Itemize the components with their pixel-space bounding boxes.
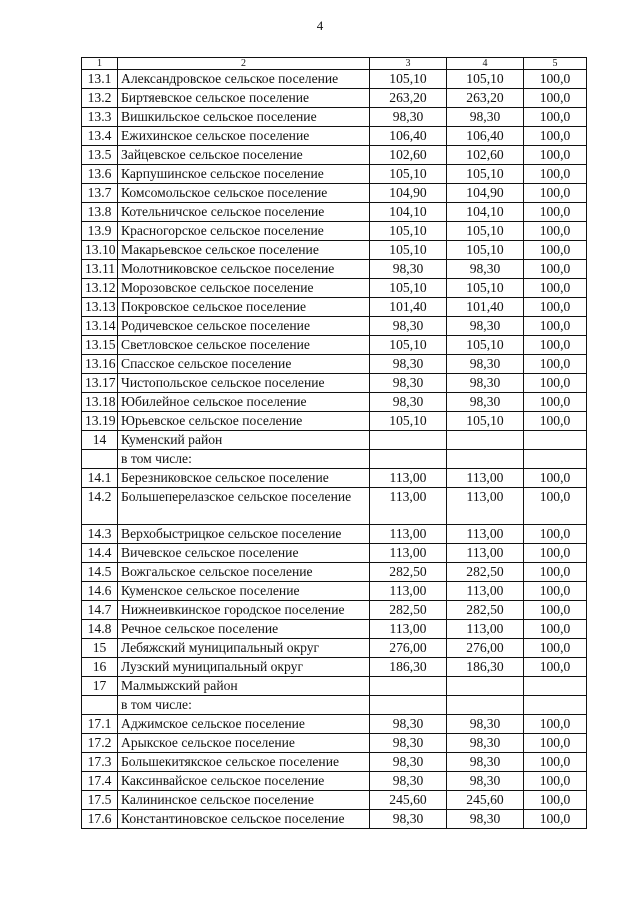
row-value-col5: 100,0: [524, 601, 587, 620]
table-row: [82, 469, 587, 488]
row-name: Зайцевское сельское поселение: [118, 146, 370, 165]
row-value-col3: 276,00: [370, 639, 447, 658]
column-header: 5: [524, 58, 587, 70]
row-name: Речное сельское поселение: [118, 620, 370, 639]
row-name: Лузский муниципальный округ: [118, 658, 370, 677]
row-name: Лебяжский муниципальный округ: [118, 639, 370, 658]
row-value-col3: 105,10: [370, 412, 447, 431]
row-number: 17: [82, 677, 118, 696]
row-value-col5: 100,0: [524, 184, 587, 203]
row-name: Юбилейное сельское поселение: [118, 393, 370, 412]
row-number: 13.1: [82, 70, 118, 89]
row-name: Чистопольское сельское поселение: [118, 374, 370, 393]
row-value-col4: 113,00: [447, 469, 524, 488]
column-number-row: [82, 58, 587, 70]
row-value-col3: 113,00: [370, 469, 447, 488]
table-row: [82, 658, 587, 677]
row-value-col3: 98,30: [370, 772, 447, 791]
row-value-col3: 105,10: [370, 336, 447, 355]
table-row: [82, 450, 587, 469]
row-name: Спасское сельское поселение: [118, 355, 370, 374]
row-value-col5: 100,0: [524, 810, 587, 829]
row-number: 13.12: [82, 279, 118, 298]
row-name: Аджимское сельское поселение: [118, 715, 370, 734]
row-value-col3: 102,60: [370, 146, 447, 165]
row-value-col5: 100,0: [524, 412, 587, 431]
row-value-col5: 100,0: [524, 544, 587, 563]
row-number: 13.15: [82, 336, 118, 355]
row-value-col5: 100,0: [524, 241, 587, 260]
row-value-col4: 98,30: [447, 108, 524, 127]
table-row: [82, 810, 587, 829]
row-value-col5: [524, 450, 587, 469]
row-value-col4: 105,10: [447, 165, 524, 184]
row-name: Арыкское сельское поселение: [118, 734, 370, 753]
row-value-col3: 104,10: [370, 203, 447, 222]
row-number: 14.4: [82, 544, 118, 563]
row-value-col4: [447, 450, 524, 469]
row-name: Биртяевское сельское поселение: [118, 89, 370, 108]
table-row: [82, 601, 587, 620]
row-value-col3: 106,40: [370, 127, 447, 146]
row-value-col5: 100,0: [524, 469, 587, 488]
row-value-col5: 100,0: [524, 715, 587, 734]
row-value-col3: 105,10: [370, 70, 447, 89]
row-name: Покровское сельское поселение: [118, 298, 370, 317]
table-row: [82, 165, 587, 184]
table-row: [82, 753, 587, 772]
row-value-col3: 282,50: [370, 563, 447, 582]
row-value-col5: 100,0: [524, 355, 587, 374]
row-name: Куменский район: [118, 431, 370, 450]
row-number: 13.13: [82, 298, 118, 317]
row-value-col4: 98,30: [447, 374, 524, 393]
row-name: Константиновское сельское поселение: [118, 810, 370, 829]
row-value-col5: 100,0: [524, 89, 587, 108]
row-value-col4: 98,30: [447, 393, 524, 412]
row-value-col3: [370, 696, 447, 715]
row-value-col4: 104,90: [447, 184, 524, 203]
row-value-col3: 113,00: [370, 488, 447, 525]
row-value-col4: 104,10: [447, 203, 524, 222]
row-value-col3: [370, 450, 447, 469]
row-value-col5: 100,0: [524, 374, 587, 393]
row-value-col3: 98,30: [370, 715, 447, 734]
row-number: 13.18: [82, 393, 118, 412]
row-value-col3: 98,30: [370, 260, 447, 279]
row-value-col5: 100,0: [524, 639, 587, 658]
row-value-col3: 101,40: [370, 298, 447, 317]
row-value-col3: 98,30: [370, 317, 447, 336]
row-number: 16: [82, 658, 118, 677]
row-number: 17.2: [82, 734, 118, 753]
row-value-col4: 98,30: [447, 317, 524, 336]
table-row: [82, 241, 587, 260]
table-row: [82, 772, 587, 791]
row-number: 13.17: [82, 374, 118, 393]
row-value-col5: 100,0: [524, 70, 587, 89]
row-value-col4: 113,00: [447, 620, 524, 639]
row-value-col3: 245,60: [370, 791, 447, 810]
table-row: [82, 639, 587, 658]
column-header: 1: [82, 58, 118, 70]
table-row: [82, 715, 587, 734]
row-number: 15: [82, 639, 118, 658]
row-value-col4: 105,10: [447, 279, 524, 298]
row-number: 14.8: [82, 620, 118, 639]
row-value-col3: [370, 677, 447, 696]
row-value-col5: 100,0: [524, 203, 587, 222]
row-value-col4: 282,50: [447, 601, 524, 620]
row-value-col4: 113,00: [447, 488, 524, 525]
table-row: [82, 412, 587, 431]
row-number: 13.10: [82, 241, 118, 260]
row-number: 14: [82, 431, 118, 450]
row-value-col5: 100,0: [524, 393, 587, 412]
row-value-col4: 98,30: [447, 260, 524, 279]
row-name: Александровское сельское поселение: [118, 70, 370, 89]
row-value-col5: 100,0: [524, 146, 587, 165]
row-value-col3: 105,10: [370, 222, 447, 241]
row-number: 14.3: [82, 525, 118, 544]
table-row: [82, 488, 587, 525]
row-value-col4: [447, 431, 524, 450]
row-number: 13.4: [82, 127, 118, 146]
table-row: [82, 279, 587, 298]
row-name: Березниковское сельское поселение: [118, 469, 370, 488]
row-number: [82, 450, 118, 469]
table-row: [82, 336, 587, 355]
row-name: Вичевское сельское поселение: [118, 544, 370, 563]
row-number: 14.7: [82, 601, 118, 620]
row-value-col4: 113,00: [447, 525, 524, 544]
row-value-col3: 113,00: [370, 544, 447, 563]
row-number: 17.1: [82, 715, 118, 734]
row-value-col5: 100,0: [524, 165, 587, 184]
row-value-col5: 100,0: [524, 260, 587, 279]
row-name: Комсомольское сельское поселение: [118, 184, 370, 203]
row-value-col5: 100,0: [524, 336, 587, 355]
row-name: Красногорское сельское поселение: [118, 222, 370, 241]
column-header: 2: [118, 58, 370, 70]
row-name: Каксинвайское сельское поселение: [118, 772, 370, 791]
row-value-col5: 100,0: [524, 525, 587, 544]
row-number: 14.1: [82, 469, 118, 488]
table-row: [82, 582, 587, 601]
row-number: 17.5: [82, 791, 118, 810]
row-value-col4: 105,10: [447, 222, 524, 241]
row-name: Большеперелазское сельское поселение: [118, 488, 370, 525]
row-value-col5: 100,0: [524, 772, 587, 791]
row-value-col3: 113,00: [370, 620, 447, 639]
row-value-col4: [447, 696, 524, 715]
row-value-col3: 98,30: [370, 753, 447, 772]
row-value-col5: 100,0: [524, 563, 587, 582]
row-name: Карпушинское сельское поселение: [118, 165, 370, 184]
table-row: [82, 544, 587, 563]
row-value-col4: 113,00: [447, 544, 524, 563]
row-number: 14.2: [82, 488, 118, 525]
table-row: [82, 146, 587, 165]
table-row: [82, 355, 587, 374]
row-value-col4: 106,40: [447, 127, 524, 146]
row-value-col3: [370, 431, 447, 450]
row-value-col5: 100,0: [524, 222, 587, 241]
table-row: [82, 108, 587, 127]
row-value-col3: 98,30: [370, 108, 447, 127]
table-body: [82, 70, 587, 829]
row-value-col4: 113,00: [447, 582, 524, 601]
row-name: Макарьевское сельское поселение: [118, 241, 370, 260]
table-row: [82, 525, 587, 544]
row-number: 13.7: [82, 184, 118, 203]
row-value-col5: [524, 677, 587, 696]
row-value-col5: 100,0: [524, 658, 587, 677]
row-number: 13.2: [82, 89, 118, 108]
row-value-col4: 105,10: [447, 412, 524, 431]
row-value-col3: 105,10: [370, 165, 447, 184]
row-value-col4: 282,50: [447, 563, 524, 582]
row-name: Калининское сельское поселение: [118, 791, 370, 810]
table-row: [82, 184, 587, 203]
row-value-col4: [447, 677, 524, 696]
row-value-col4: 186,30: [447, 658, 524, 677]
row-value-col3: 104,90: [370, 184, 447, 203]
row-number: 13.19: [82, 412, 118, 431]
row-number: 13.16: [82, 355, 118, 374]
row-value-col5: 100,0: [524, 791, 587, 810]
table-row: [82, 431, 587, 450]
row-number: 17.3: [82, 753, 118, 772]
row-value-col4: 105,10: [447, 336, 524, 355]
table-row: [82, 298, 587, 317]
row-value-col4: 101,40: [447, 298, 524, 317]
row-name: Светловское сельское поселение: [118, 336, 370, 355]
row-value-col4: 102,60: [447, 146, 524, 165]
row-name: в том числе:: [118, 450, 370, 469]
row-value-col5: 100,0: [524, 317, 587, 336]
row-value-col3: 98,30: [370, 810, 447, 829]
table-row: [82, 374, 587, 393]
table-row: [82, 696, 587, 715]
row-value-col4: 276,00: [447, 639, 524, 658]
page-number: 4: [316, 18, 324, 33]
table-row: [82, 317, 587, 336]
row-value-col5: 100,0: [524, 620, 587, 639]
row-value-col4: 105,10: [447, 70, 524, 89]
row-number: 14.6: [82, 582, 118, 601]
column-header: 4: [447, 58, 524, 70]
row-name: Куменское сельское поселение: [118, 582, 370, 601]
row-value-col4: 98,30: [447, 810, 524, 829]
row-name: Вожгальское сельское поселение: [118, 563, 370, 582]
column-header: 3: [370, 58, 447, 70]
table-row: [82, 260, 587, 279]
row-value-col5: 100,0: [524, 753, 587, 772]
row-value-col5: 100,0: [524, 488, 587, 525]
row-number: 13.11: [82, 260, 118, 279]
row-value-col4: 98,30: [447, 715, 524, 734]
row-number: 14.5: [82, 563, 118, 582]
row-number: 13.6: [82, 165, 118, 184]
row-value-col5: 100,0: [524, 127, 587, 146]
row-name: Ежихинское сельское поселение: [118, 127, 370, 146]
row-value-col4: 98,30: [447, 772, 524, 791]
row-value-col3: 98,30: [370, 734, 447, 753]
table-row: [82, 222, 587, 241]
row-name: в том числе:: [118, 696, 370, 715]
row-value-col3: 263,20: [370, 89, 447, 108]
row-number: 13.3: [82, 108, 118, 127]
row-value-col3: 113,00: [370, 525, 447, 544]
row-number: 17.4: [82, 772, 118, 791]
row-value-col4: 98,30: [447, 355, 524, 374]
row-value-col5: [524, 696, 587, 715]
row-value-col4: 263,20: [447, 89, 524, 108]
row-value-col5: 100,0: [524, 298, 587, 317]
row-name: Большекитякское сельское поселение: [118, 753, 370, 772]
table-row: [82, 89, 587, 108]
row-number: 13.9: [82, 222, 118, 241]
row-value-col5: 100,0: [524, 108, 587, 127]
row-number: 13.8: [82, 203, 118, 222]
table-row: [82, 393, 587, 412]
row-value-col3: 98,30: [370, 374, 447, 393]
row-name: Котельничское сельское поселение: [118, 203, 370, 222]
row-value-col5: 100,0: [524, 582, 587, 601]
row-value-col4: 98,30: [447, 753, 524, 772]
table-row: [82, 203, 587, 222]
row-value-col3: 186,30: [370, 658, 447, 677]
table-row: [82, 563, 587, 582]
row-name: Родичевское сельское поселение: [118, 317, 370, 336]
row-value-col5: 100,0: [524, 279, 587, 298]
row-number: [82, 696, 118, 715]
table-row: [82, 791, 587, 810]
row-value-col3: 98,30: [370, 355, 447, 374]
row-value-col3: 105,10: [370, 241, 447, 260]
table-row: [82, 734, 587, 753]
row-value-col3: 105,10: [370, 279, 447, 298]
budget-table: [81, 57, 587, 829]
row-name: Нижнеивкинское городское поселение: [118, 601, 370, 620]
row-name: Молотниковское сельское поселение: [118, 260, 370, 279]
row-number: 13.5: [82, 146, 118, 165]
table-row: [82, 70, 587, 89]
row-value-col3: 282,50: [370, 601, 447, 620]
row-name: Верхобыстрицкое сельское поселение: [118, 525, 370, 544]
row-value-col4: 105,10: [447, 241, 524, 260]
row-name: Малмыжский район: [118, 677, 370, 696]
row-number: 13.14: [82, 317, 118, 336]
table-row: [82, 677, 587, 696]
row-value-col4: 98,30: [447, 734, 524, 753]
row-value-col3: 98,30: [370, 393, 447, 412]
row-value-col4: 245,60: [447, 791, 524, 810]
table-row: [82, 127, 587, 146]
row-name: Вишкильское сельское поселение: [118, 108, 370, 127]
row-name: Юрьевское сельское поселение: [118, 412, 370, 431]
row-value-col5: 100,0: [524, 734, 587, 753]
row-name: Морозовское сельское поселение: [118, 279, 370, 298]
row-number: 17.6: [82, 810, 118, 829]
row-value-col5: [524, 431, 587, 450]
table-row: [82, 620, 587, 639]
row-value-col3: 113,00: [370, 582, 447, 601]
